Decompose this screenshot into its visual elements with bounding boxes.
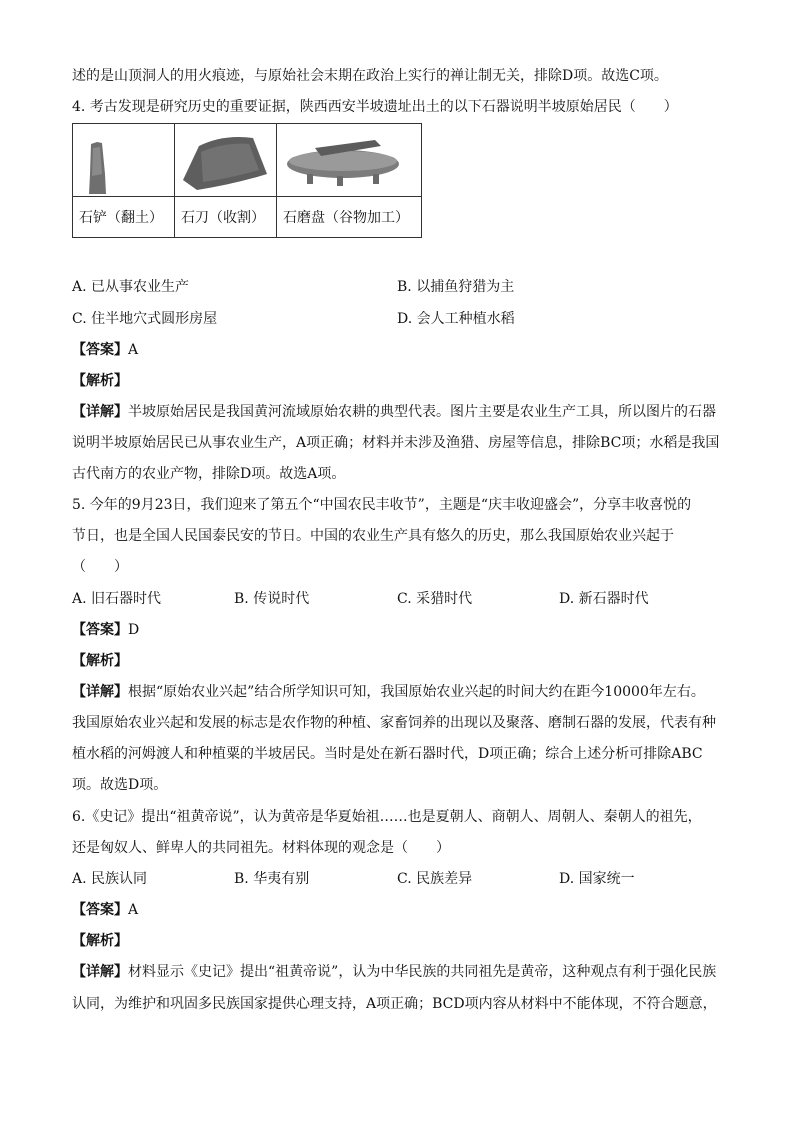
answer-tag: 【答案】 (72, 902, 128, 918)
q6-option-a: A. 民族认同 (72, 871, 148, 887)
q6-detail-line: 认同，为维护和巩固多民族国家提供心理支持，A项正确；BCD项内容从材料中不能体现，不符合题意， (72, 996, 717, 1012)
stone-shovel-icon (73, 124, 174, 196)
tool-image-cell (277, 124, 422, 197)
q5-stem-line: 5. 今年的9月23日，我们迎来了第五个“中国农民丰收节”，主题是“庆丰收迎盛会”，分享丰收喜悦的 (72, 497, 692, 513)
analysis-tag: 【解析】 (72, 933, 128, 949)
q5-stem-line: 节日，也是全国人民国泰民安的节日。中国的农业生产具有悠久的历史，那么我国原始农业兴起于 (72, 528, 674, 544)
tool-image-cell (73, 124, 175, 197)
detail-text: 半坡原始居民是我国黄河流域原始农耕的典型代表。图片主要是农业生产工具，所以图片的石器 (128, 404, 716, 420)
q6-detail-line (72, 962, 716, 982)
q6-answer (72, 900, 138, 920)
q6-option-b: B. 华夷有别 (234, 871, 310, 887)
q4-detail-line (72, 402, 716, 422)
detail-text: 材料显示《史记》提出“祖黄帝说”，认为中华民族的共同祖先是黄帝，这种观点有利于强化民族 (128, 964, 717, 980)
q5-option-b: B. 传说时代 (234, 591, 310, 607)
q4-answer (72, 340, 138, 360)
answer-value: D (128, 622, 140, 638)
q5-option-a: A. 旧石器时代 (72, 591, 162, 607)
q5-detail-line: 植水稻的河姆渡人和种植粟的半坡居民。当时是处在新石器时代，D项正确；综合上述分析可排除ABC (72, 746, 703, 762)
answer-value: A (128, 902, 139, 918)
q4-option-c: C. 住半地穴式圆形房屋 (72, 311, 218, 327)
intro-line: 述的是山顶洞人的用火痕迹，与原始社会末期在政治上实行的禅让制无关，排除D项。故选C项。 (72, 68, 668, 84)
q6-option-d: D. 国家统一 (559, 871, 635, 887)
q5-option-c: C. 采猎时代 (397, 591, 473, 607)
q4-option-b: B. 以捕鱼狩猎为主 (397, 279, 515, 295)
q4-option-d: D. 会人工种植水稻 (397, 311, 515, 327)
tool-label: 石刀（收割） (175, 197, 277, 238)
q5-stem-line: （ ） (72, 559, 128, 575)
detail-tag: 【详解】 (72, 964, 128, 980)
q5-analysis-tag (72, 651, 128, 671)
stone-tools-table (72, 123, 422, 238)
q5-detail-line (72, 682, 705, 702)
analysis-tag: 【解析】 (72, 653, 128, 669)
tool-image-cell (175, 124, 277, 197)
q6-stem-line: 还是匈奴人、鲜卑人的共同祖先。材料体现的观念是（ ） (72, 840, 450, 856)
detail-tag: 【详解】 (72, 684, 128, 700)
q5-option-d: D. 新石器时代 (559, 591, 649, 607)
q5-detail-line: 我国原始农业兴起和发展的标志是农作物的种植、家畜饲养的出现以及聚落、磨制石器的发展，代表有种 (72, 715, 716, 731)
q5-detail-line: 项。故选D项。 (72, 777, 168, 793)
answer-value: A (128, 342, 139, 358)
q4-stem: 4. 考古发现是研究历史的重要证据，陕西西安半坡遗址出土的以下石器说明半坡原始居民（ ） (72, 99, 678, 115)
analysis-tag: 【解析】 (72, 373, 128, 389)
detail-text: 根据“原始农业兴起”结合所学知识可知，我国原始农业兴起的时间大约在距今10000年左右。 (128, 684, 705, 700)
q5-answer (72, 620, 139, 640)
q6-option-c: C. 民族差异 (397, 871, 473, 887)
answer-tag: 【答案】 (72, 342, 128, 358)
q4-analysis-tag (72, 371, 128, 391)
q4-option-a: A. 已从事农业生产 (72, 279, 190, 295)
q4-detail-line: 说明半坡原始居民已从事农业生产，A项正确；材料并未涉及渔猎、房屋等信息，排除BC项；水稻是我国 (72, 435, 720, 451)
stone-knife-icon (175, 124, 276, 196)
tool-label: 石铲（翻土） (73, 197, 175, 238)
q6-analysis-tag (72, 931, 128, 951)
tool-label: 石磨盘（谷物加工） (277, 197, 422, 238)
q4-detail-line: 古代南方的农业产物，排除D项。故选A项。 (72, 466, 346, 482)
detail-tag: 【详解】 (72, 404, 128, 420)
q6-stem-line: 6.《史记》提出“祖黄帝说”，认为黄帝是华夏始祖……也是夏朝人、商朝人、周朝人、秦朝人的祖先， (72, 809, 702, 825)
grinding-stone-icon (277, 124, 421, 196)
answer-tag: 【答案】 (72, 622, 128, 638)
